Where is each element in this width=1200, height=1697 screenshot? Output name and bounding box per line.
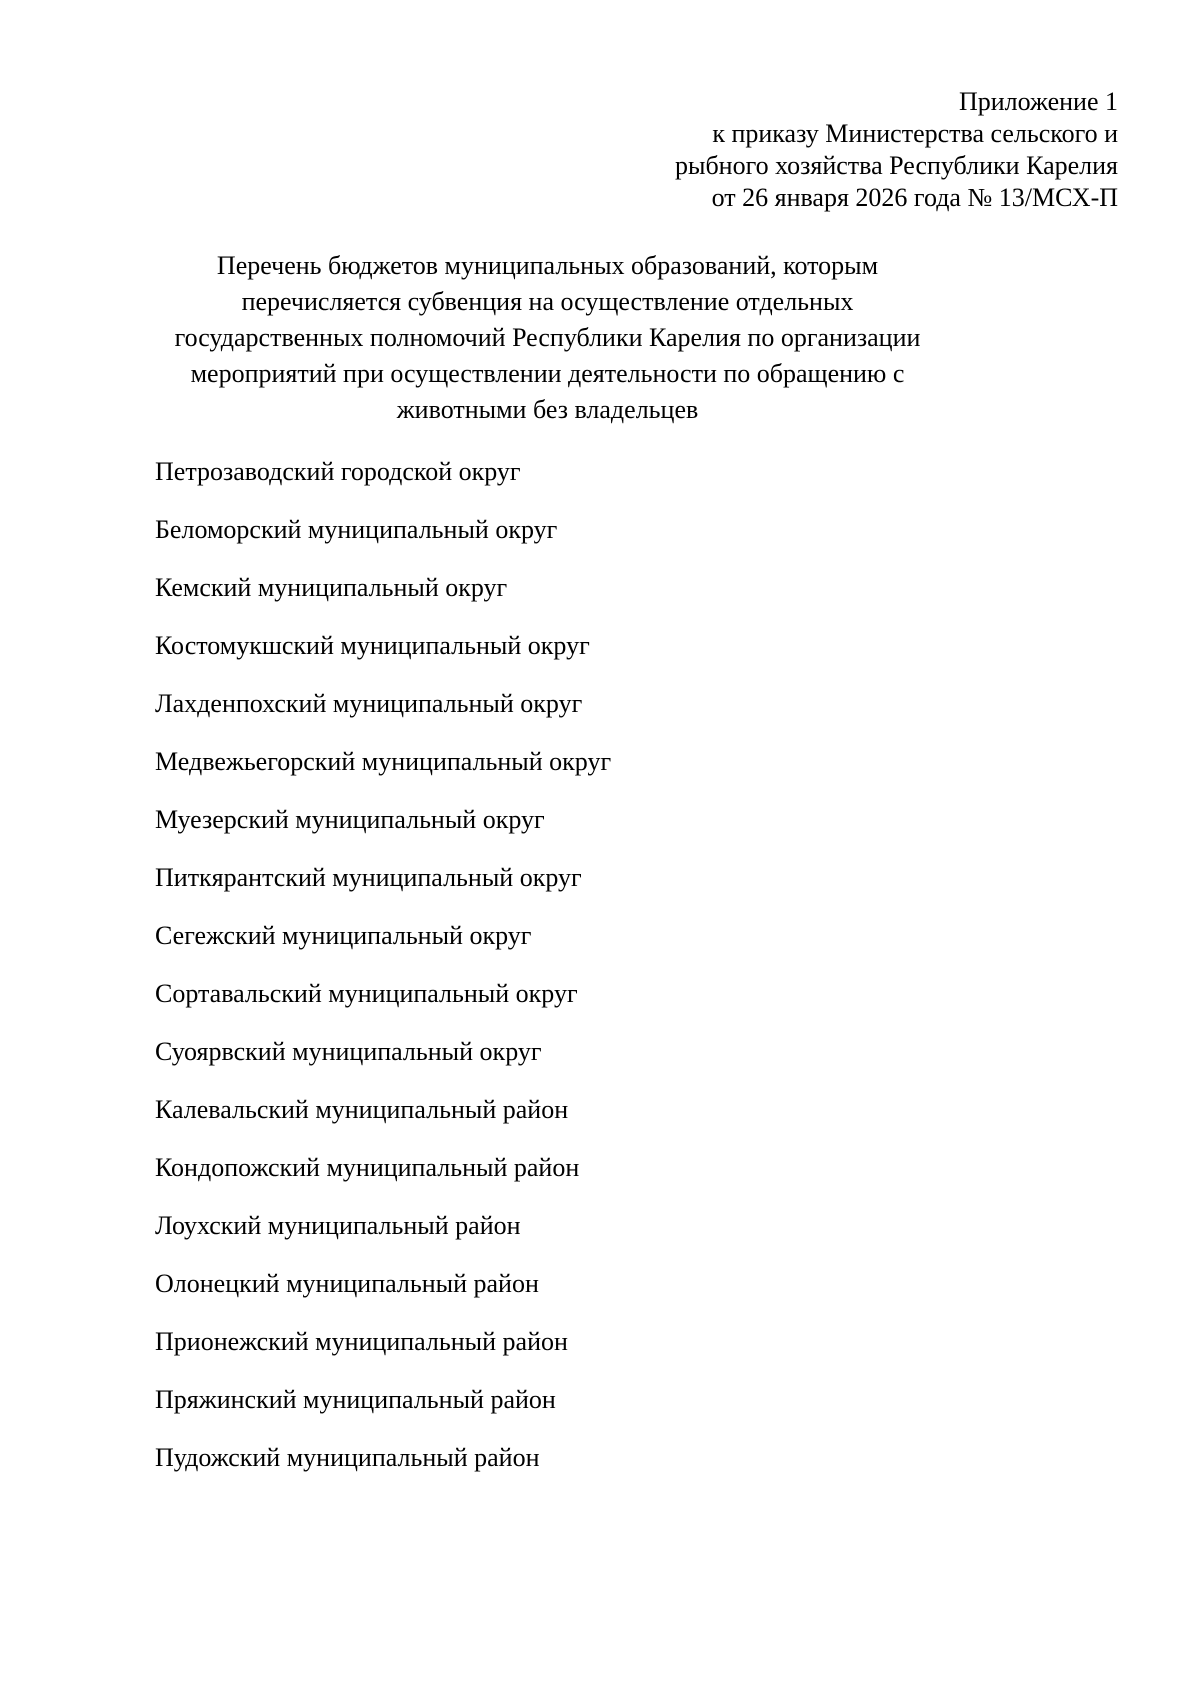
- appendix-order-ref: к приказу Министерства сельского и: [712, 119, 1118, 148]
- list-item: Беломорский муниципальный округ: [155, 515, 558, 544]
- list-item: Олонецкий муниципальный район: [155, 1269, 539, 1298]
- title-line: мероприятий при осуществлении деятельности по обращению с: [190, 359, 905, 388]
- appendix-header: [675, 86, 1118, 214]
- appendix-ministry: рыбного хозяйства Республики Карелия: [674, 151, 1118, 180]
- list-item: Кемский муниципальный округ: [155, 573, 508, 602]
- list-item: Медвежьегорский муниципальный округ: [155, 747, 612, 776]
- list-item: Кондопожский муниципальный район: [155, 1153, 580, 1182]
- title-line: государственных полномочий Республики Карелия по организации: [174, 323, 921, 352]
- list-item: Петрозаводский городской округ: [155, 457, 521, 486]
- appendix-number: Приложение 1: [958, 87, 1118, 116]
- list-item: Сортавальский муниципальный округ: [155, 979, 578, 1008]
- title-line: Перечень бюджетов муниципальных образований, которым: [216, 251, 879, 280]
- appendix-date-number: от 26 января 2026 года № 13/МСХ-П: [711, 183, 1118, 212]
- list-item: Костомукшский муниципальный округ: [155, 631, 590, 660]
- list-item: Лахденпохский муниципальный округ: [155, 689, 583, 718]
- title-line: животными без владельцев: [396, 395, 699, 424]
- list-item: Питкярантский муниципальный округ: [155, 863, 582, 892]
- list-item: Прионежский муниципальный район: [155, 1327, 568, 1356]
- list-item: Калевальский муниципальный район: [155, 1095, 569, 1124]
- municipality-list: [155, 456, 611, 1500]
- title-line: перечисляется субвенция на осуществление отдельных: [241, 287, 854, 316]
- list-item: Суоярвский муниципальный округ: [155, 1037, 542, 1066]
- list-item: Муезерский муниципальный округ: [155, 805, 545, 834]
- list-item: Пряжинский муниципальный район: [155, 1385, 556, 1414]
- list-item: Лоухский муниципальный район: [155, 1211, 521, 1240]
- list-item: Сегежский муниципальный округ: [155, 921, 532, 950]
- list-item: Пудожский муниципальный район: [155, 1443, 540, 1472]
- document-title: [120, 248, 975, 428]
